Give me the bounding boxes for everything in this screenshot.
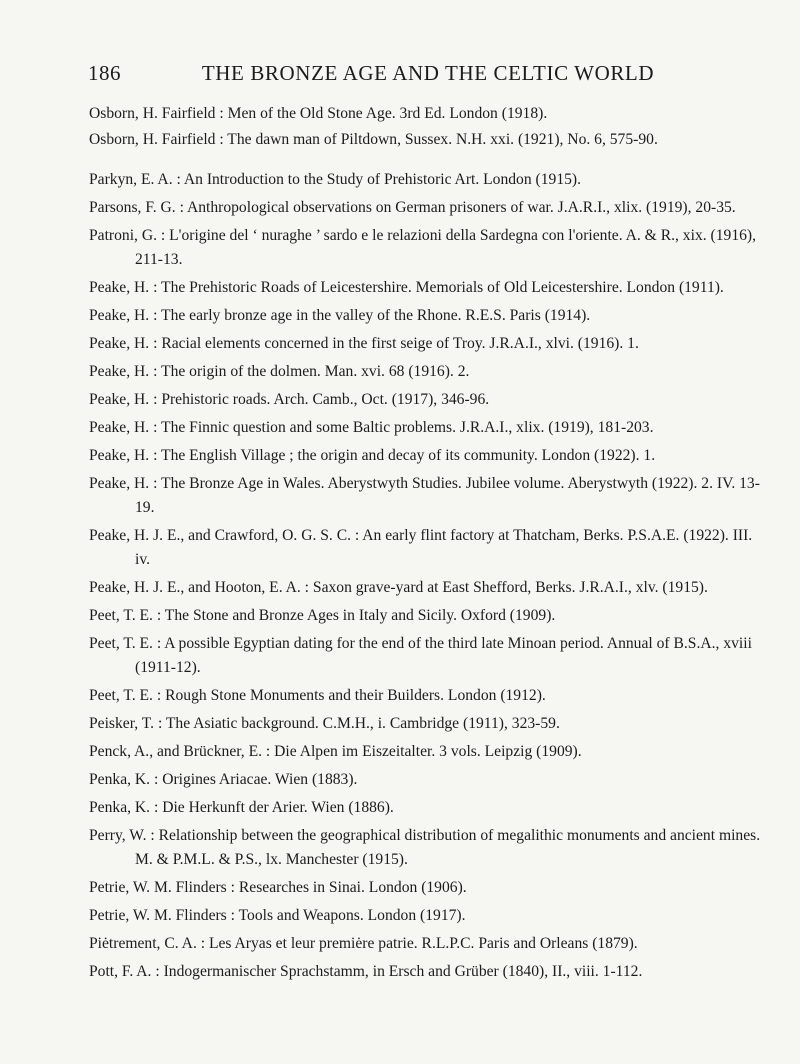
bibliography-entry: Peake, H. : The origin of the dolmen. Man. xvi. 68 (1916). 2. [89,363,470,380]
running-title: THE BRONZE AGE AND THE CELTIC WORLD [201,61,655,85]
bibliography-entry: Osborn, H. Fairfield : Men of the Old Stone Age. 3rd Ed. London (1918). [89,105,548,122]
bibliography-entry: Petrie, W. M. Flinders : Researches in Sinai. London (1906). [89,879,467,896]
bibliography-entry: Penka, K. : Die Herkunft der Arier. Wien (1886). [89,799,394,816]
bibliography-entry: Osborn, H. Fairfield : The dawn man of Piltdown, Sussex. N.H. xxi. (1921), No. 6, 575-90. [89,131,658,148]
bibliography-entry: Peake, H. : Racial elements concerned in the first seige of Troy. J.R.A.I., xlvi. (1916). 1. [89,335,639,352]
bibliography-entry: Peake, H. : The Prehistoric Roads of Leicestershire. Memorials of Old Leicestershire. London (1911). [89,279,724,296]
bibliography-entry: Patroni, G. : L'origine del ‘ nuraghe ’ sardo e le relazioni della Sardegna con l'oriente. A. & R., xix. (1916), 211-13. [89,227,757,268]
page-number: 186 [88,61,121,85]
bibliography-entry: Peake, H. : The English Village ; the origin and decay of its community. London (1922). 1. [89,447,656,464]
bibliography-entry: Peake, H. : The early bronze age in the valley of the Rhone. R.E.S. Paris (1914). [89,307,591,324]
bibliography-entry: Parsons, F. G. : Anthropological observations on German prisoners of war. J.A.R.I., xlix. (1919), 20-35. [89,199,736,216]
bibliography-entry: Peet, T. E. : Rough Stone Monuments and their Builders. London (1912). [89,687,546,704]
bibliography-entry: Peake, H. : The Bronze Age in Wales. Aberystwyth Studies. Jubilee volume. Aberystwyth (1922). 2. IV. 13-19. [89,475,760,516]
bibliography-entry: Peisker, T. : The Asiatic background. C.M.H., i. Cambridge (1911), 323-59. [89,715,560,732]
bibliography-entry: Peake, H. : The Finnic question and some Baltic problems. J.R.A.I., xlix. (1919), 181-203. [89,419,654,436]
bibliography-entry: Peake, H. J. E., and Crawford, O. G. S. C. : An early flint factory at Thatcham, Berks. P.S.A.E. (1922). III. iv. [89,527,753,568]
bibliography-entry: Pott, F. A. : Indogermanischer Sprachstamm, in Ersch and Grüber (1840), II., viii. 1-112. [89,963,643,980]
bibliography-entry: Peet, T. E. : The Stone and Bronze Ages in Italy and Sicily. Oxford (1909). [89,607,556,624]
bibliography-entry: Peake, H. J. E., and Hooton, E. A. : Saxon grave-yard at East Shefford, Berks. J.R.A.I., xlv. (1915). [89,579,708,596]
bibliography-entry: Piėtrement, C. A. : Les Aryas et leur premiėre patrie. R.L.P.C. Paris and Orleans (1879). [89,935,638,952]
page-header [88,61,768,91]
bibliography-entry: Penck, A., and Brückner, E. : Die Alpen im Eiszeitalter. 3 vols. Leipzig (1909). [89,743,582,760]
bibliography-entry: Penka, K. : Origines Ariacae. Wien (1883). [89,771,358,788]
bibliography-entry: Perry, W. : Relationship between the geographical distribution of megalithic monuments and ancient mines. M. & P.M.L. & P.S., lx. Manchester (1915). [89,827,761,868]
bibliography-entry: Parkyn, E. A. : An Introduction to the Study of Prehistoric Art. London (1915). [89,171,582,188]
bibliography-entry: Peake, H. : Prehistoric roads. Arch. Camb., Oct. (1917), 346-96. [89,391,490,408]
bibliography-list [89,102,771,988]
bibliography-entry: Peet, T. E. : A possible Egyptian dating for the end of the third late Minoan period. Annual of B.S.A., xviii (1911-12). [89,635,752,676]
bibliography-entry: Petrie, W. M. Flinders : Tools and Weapons. London (1917). [89,907,466,924]
